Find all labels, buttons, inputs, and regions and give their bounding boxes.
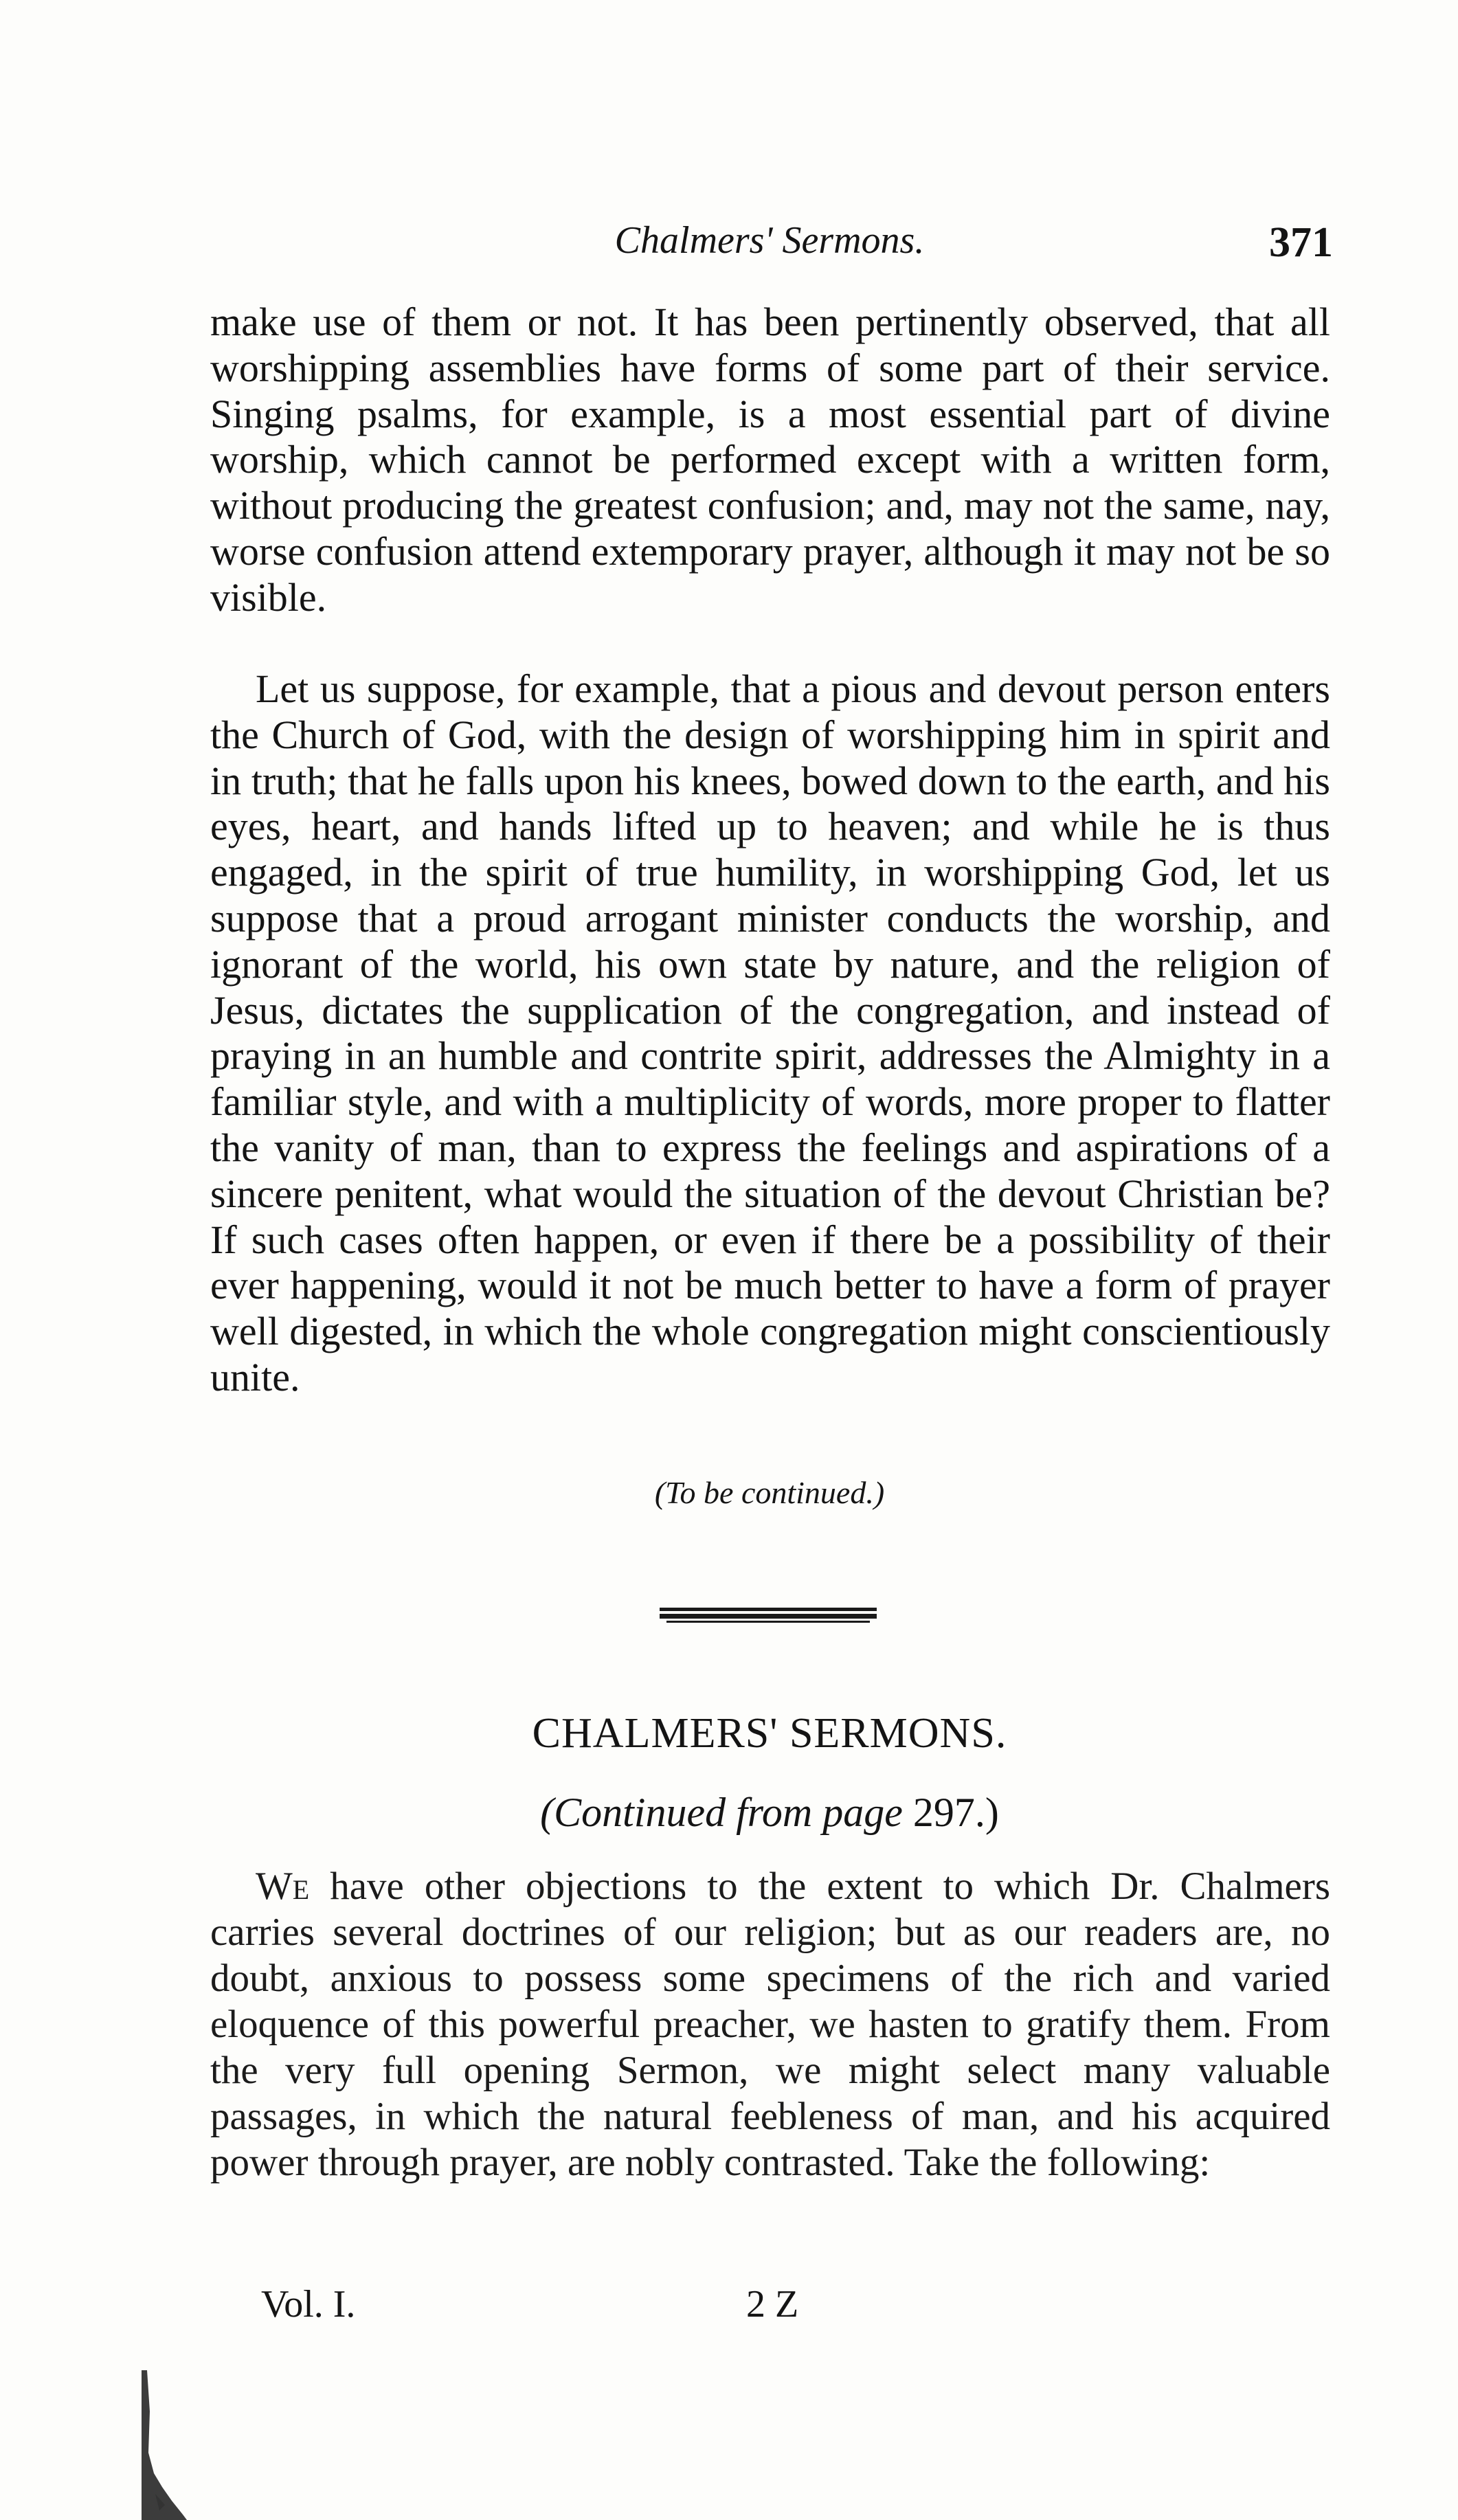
page-number: 371 (1269, 219, 1333, 266)
article1-paragraph-2 (210, 666, 1330, 1401)
section-subtitle (206, 1789, 1333, 1836)
divider-line-top (660, 1608, 877, 1611)
paragraph-text: make use of them or not. It has been pertinently observed, that all worshipping assemblies have forms of some part of their service. Singing psalms, for example, is a most essential part of divine worship, which cannot be performed except with a written form, without producing the greatest confusion; and, may not the same, nay, worse confusion attend extemporary prayer, although it may not be so visible. (210, 300, 1330, 620)
to-be-continued-note: (To be continued.) (654, 1475, 885, 1510)
running-title: Chalmers' Sermons. (614, 219, 925, 262)
article2-paragraph-1 (210, 1863, 1330, 2185)
paragraph-text: Let us suppose, for example, that a pious and devout person enters the Church of God, with the design of worshipping him in spirit and in truth; that he falls upon his knees, bowed down to the earth, and his eyes, heart, and hands lifted up to heaven; and while he is thus engaged, in the spirit of true humility, in worshipping God, let us suppose that a proud arrogant minister conducts the worship, and ignorant of the world, his own state by nature, and the religion of Jesus, dictates the supplication of the congregation, and instead of praying in an humble and contrite spirit, addresses the Almighty in a familiar style, and with a multiplicity of words, more proper to flatter the vanity of man, than to express the feelings and aspirations of a sincere penitent, what would the situation of the devout Christian be? If such cases often happen, or even if there be a possibility of their ever happening, would it not be much better to have a form of prayer well digested, in which the whole congregation might conscientiously unite. (210, 666, 1330, 1399)
page-footer (261, 2282, 948, 2337)
section-divider-rule (660, 1608, 877, 1623)
section-title: CHALMERS' SERMONS. (532, 1710, 1007, 1757)
divider-line-middle (660, 1614, 877, 1619)
divider-line-bottom (666, 1621, 870, 1623)
paragraph-body: have other objections to the extent to which Dr. Chalmers carries several doctrines of our religion; but as our readers are, no doubt, anxious to possess some specimens of the rich and varied eloquence of this powerful preacher, we hasten to gratify them. From the very full opening Sermon, we might select many valuable passages, in which the natural feebleness of man, and his acquired power through prayer, are nobly contrasted. Take the following: (210, 1865, 1330, 2184)
scan-edge-mark (142, 2370, 190, 2520)
article1-paragraph-1 (210, 300, 1330, 621)
volume-signature: Vol. I. (261, 2283, 356, 2326)
lead-word: We (256, 1865, 310, 1908)
subtitle-continued-from: (Continued from page (540, 1790, 903, 1835)
gathering-signature: 2 Z (746, 2283, 799, 2326)
running-head (206, 218, 1333, 273)
subtitle-page-ref: 297.) (912, 1790, 999, 1835)
paragraph-text (210, 1863, 1330, 2185)
